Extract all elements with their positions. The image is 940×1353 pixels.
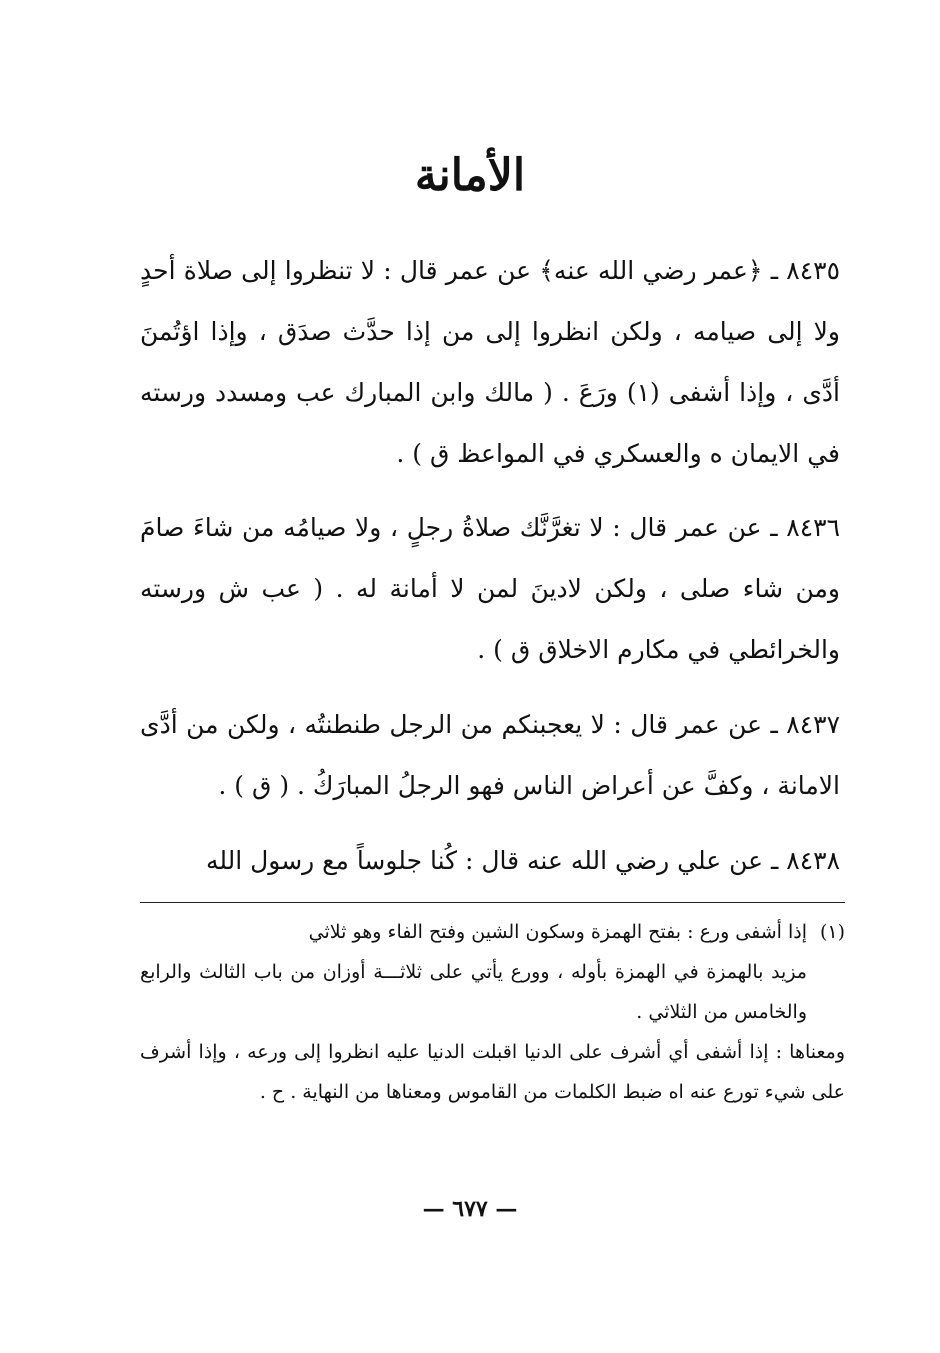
hadith-entry-8436 [140,497,840,680]
footnote-text: إذا أشفى ورع : بفتح الهمزة وسكون الشين وفتح الفاء وهو ثلاثي [308,921,807,943]
entry-number: ٨٤٣٨ [786,846,840,875]
footnote-marker: (١) [819,921,845,943]
footnote-1 [140,912,845,952]
entry-number: ٨٤٣٦ [786,513,840,542]
entry-text: ـ عن علي رضي الله عنه قال : كُنا جلوساً مع رسول الله [205,846,779,875]
hadith-entry-8437 [140,694,840,816]
footnote-text: ومعناها : إذا أشفى أي أشرف على الدنيا اقبلت الدنيا عليه انظروا إلى ورعه ، وإذا أشرف على شيء تورع عنه اه ضبط الكلمات من القاموس ومعناها من النهاية . ح . [140,1041,845,1103]
footnotes [140,912,845,1112]
entry-text: ـ عن عمر قال : لا يعجبنكم من الرجل طنطنتُه ، ولكن من أدَّى الامانة ، وكفَّ عن أعراض الناس فهو الرجلُ المبارَكُ . ( ق ) . [140,710,840,800]
hadith-entry-8435 [140,240,840,484]
entry-number: ٨٤٣٧ [786,710,840,739]
footnote-meaning [140,1032,845,1112]
entry-text: ـ ﴿عمر رضي الله عنه﴾ عن عمر قال : لا تنظروا إلى صلاة أحدٍ ولا إلى صيامه ، ولكن انظروا إلى من إذا حدَّث صدَق ، وإذا اؤتُمنَ أدَّى ، وإذا أشفى (١) ورَعَ . ( مالك وابن المبارك عب ومسدد ورسته في الايمان ه والعسكري في المواعظ ق ) . [140,256,840,468]
footnote-1-continued [140,952,845,1032]
entry-text: ـ عن عمر قال : لا تغرَّنَّك صلاةُ رجلٍ ، ولا صيامُه من شاءَ صامَ ومن شاء صلى ، ولكن لادينَ لمن لا أمانة له . ( عب ش ورسته والخرائطي في مكارم الاخلاق ق ) . [140,513,840,664]
page-title: الأمانة [414,150,526,201]
footnote-text: مزيد بالهمزة في الهمزة بأوله ، وورع يأتي على ثلاثـــة أوزان من باب الثالث والرابع والخامس من الثلاثي . [140,961,807,1023]
hadith-entry-8438 [140,830,840,891]
footnote-separator [140,902,845,903]
page-number: — ٦٧٧ — [422,1196,518,1222]
entry-number: ٨٤٣٥ [786,256,840,285]
